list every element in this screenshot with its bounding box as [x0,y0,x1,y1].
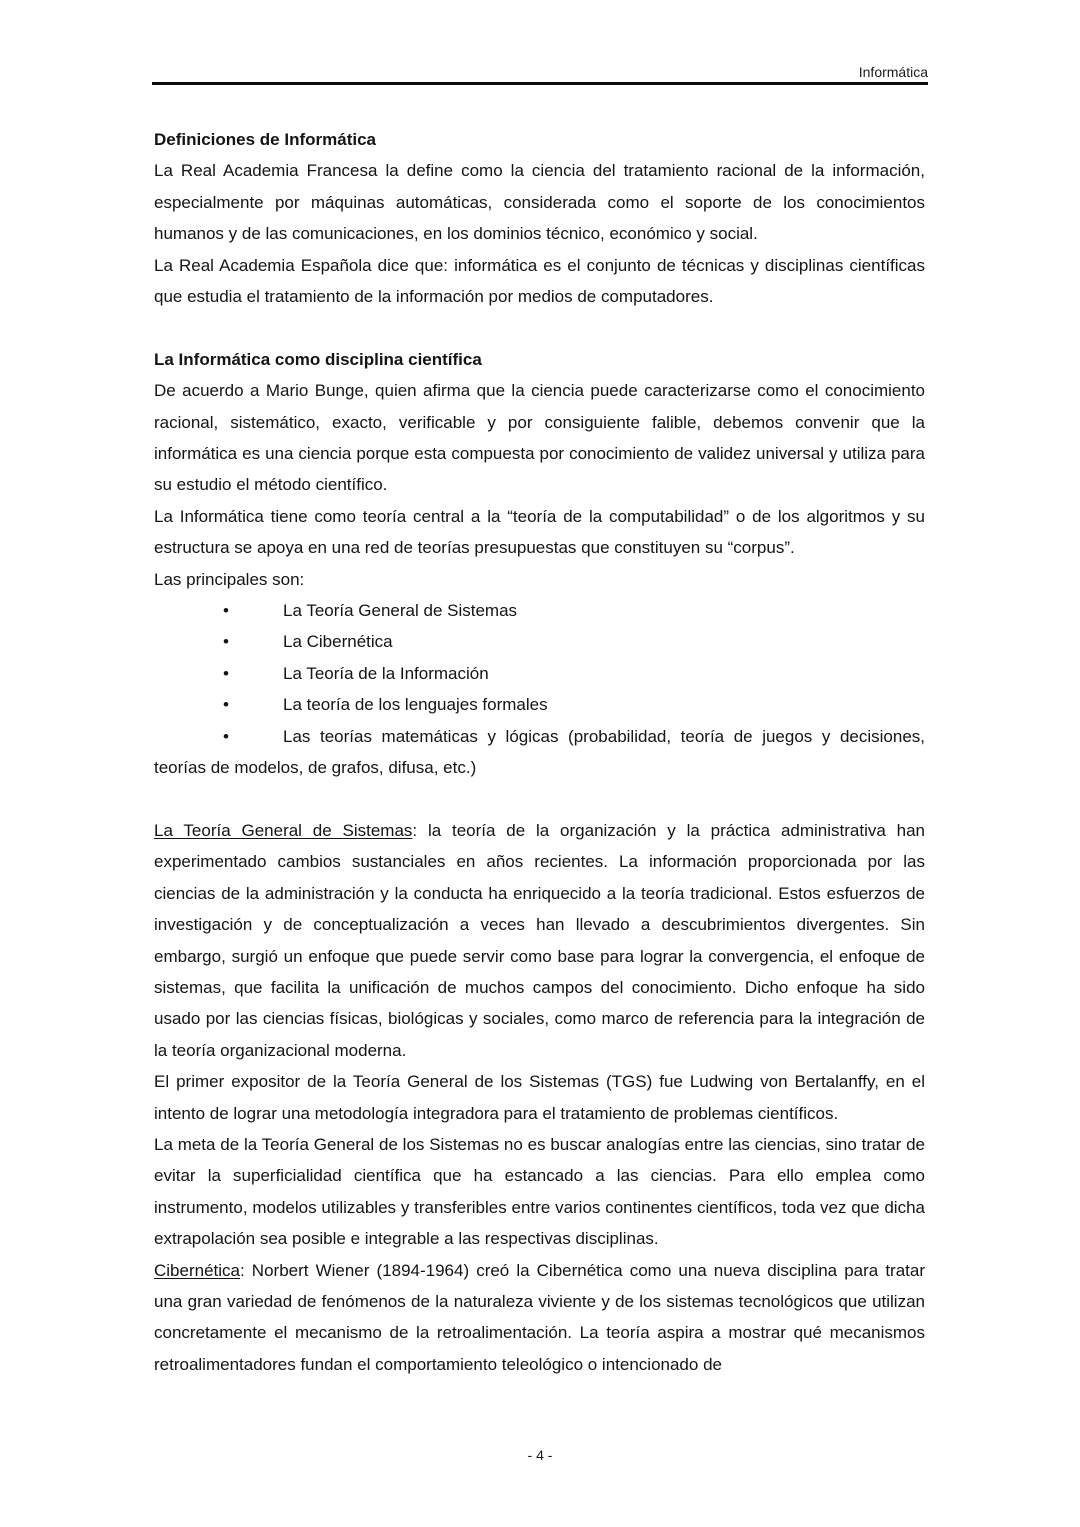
page-number: - 4 - [527,1447,553,1463]
bullet-icon: • [223,695,229,715]
paragraph-real-academia-espanola: La Real Academia Española dice que: informática es el conjunto de técnicas y disciplinas científicas que estudia el tratamiento de la información por medios de computadores. [154,255,925,307]
running-title: Informática [858,64,928,80]
section-spacer [154,784,925,815]
term-teoria-general-sistemas: La Teoría General de Sistemas [154,820,413,840]
cibernetica-text: : Norbert Wiener (1894-1964) creó la Cibernética como una nueva disciplina para tratar una gran variedad de fenómenos de la naturaleza viviente y de los sistemas tecnológicos que utilizan concretamente el mecanismo de la retroalimentación. La teoría aspira a mostrar qué mecanismos retroalimentadores fundan el comportamiento teleológico o intencionado de [154,1260,925,1374]
paragraph-cibernetica [154,1255,925,1381]
list-item-text: La Cibernética [283,632,393,652]
list-item-text: La Teoría General de Sistemas [283,601,518,621]
list-item [154,595,925,626]
list-item-text: Las teorías matemáticas y lógicas (probabilidad, teoría de juegos y decisiones, teorías de modelos, de grafos, difusa, etc.) [154,726,925,778]
paragraph-bertalanffy: El primer expositor de la Teoría General de los Sistemas (TGS) fue Ludwing von Bertalanffy, en el intento de lograr una metodología integradora para el tratamiento de problemas científicos. [154,1072,925,1123]
paragraph-tgs-intro [154,815,925,1066]
list-item [154,689,925,720]
list-item [154,721,925,784]
bullet-icon: • [223,663,229,683]
paragraph-real-academia-francesa: La Real Academia Francesa la define como la ciencia del tratamiento racional de la información, especialmente por máquinas automáticas, considerada como el soporte de los conocimientos humanos y de las comunicaciones, en los dominios técnico, económico y social. [154,161,925,244]
term-cibernetica: Cibernética [154,1260,240,1280]
paragraph-mario-bunge: De acuerdo a Mario Bunge, quien afirma que la ciencia puede caracterizarse como el conocimiento racional, sistemático, exacto, verificable y por consiguiente falible, debemos convenir que la informática es una ciencia porque esta compuesta por conocimiento de validez universal y utiliza para su estudio el método científico. [154,381,925,495]
theories-list [154,595,925,783]
page-header [152,62,928,86]
paragraph-principales: Las principales son: [154,569,305,589]
heading-definiciones: Definiciones de Informática [154,130,376,149]
list-item [154,626,925,657]
list-item-text: La Teoría de la Información [283,663,489,683]
bullet-icon: • [223,726,229,746]
paragraph-meta-tgs: La meta de la Teoría General de los Sistemas no es buscar analogías entre las ciencias, sino tratar de evitar la superficialidad científica que ha estancado a las ciencias. Para ello emplea como instrumento, modelos utilizables y transferibles entre varios continentes científicos, toda vez que dicha extrapolación sea posible e integrable a las respectivas disciplinas. [154,1134,925,1249]
bullet-icon: • [223,632,229,652]
header-rule [152,82,928,85]
paragraph-teoria-central: La Informática tiene como teoría central a la “teoría de la computabilidad” o de los algoritmos y su estructura se apoya en una red de teorías presupuestas que constituyen su “corpus”. [154,506,925,558]
bullet-icon: • [223,601,229,621]
document-body [154,124,925,1380]
list-item [154,658,925,689]
tgs-intro-text: : la teoría de la organización y la práctica administrativa han experimentado cambios sustanciales en años recientes. La información proporcionada por las ciencias de la administración y la conducta ha enriquecido a la teoría tradicional. Estos esfuerzos de investigación y de conceptualización a veces han llevado a descubrimientos divergentes. Sin embargo, surgió un enfoque que puede servir como base para lograr la convergencia, el enfoque de sistemas, que facilita la unificación de muchos campos del conocimiento. Dicho enfoque ha sido usado por las ciencias físicas, biológicas y sociales, como marco de referencia para la integración de la teoría organizacional moderna. [154,820,925,1060]
heading-disciplina-cientifica: La Informática como disciplina científica [154,349,482,369]
list-item-text: La teoría de los lenguajes formales [283,695,548,715]
section-spacer [154,312,925,343]
